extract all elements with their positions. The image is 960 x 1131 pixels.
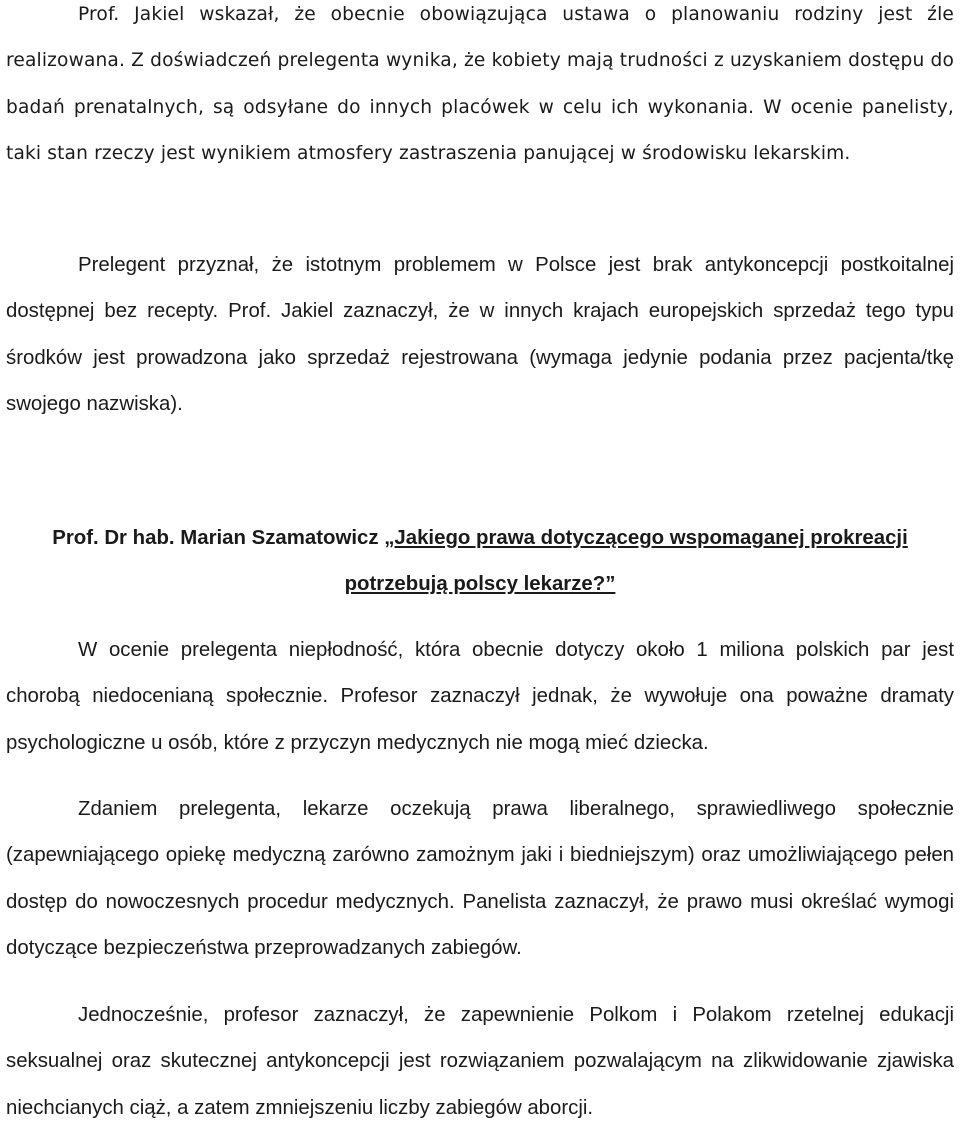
heading-speaker: Prof. Dr hab. Marian Szamatowicz — [52, 527, 385, 549]
heading-title: „Jakiego prawa dotyczącego wspomaganej prokreacji potrzebują polscy lekarze?” — [344, 527, 908, 596]
paragraph-4: Zdaniem prelegenta, lekarze oczekują prawa liberalnego, sprawiedliwego społecznie (zapewniającego opiekę medyczną zarówno zamożnym jaki i biedniejszym) oraz umożliwiającego pełen dostęp do nowoczesnych procedur medycznych. Panelista zaznaczył, że prawo musi określać wymogi dotyczące bezpieczeństwa przeprowadzanych zabiegów. — [6, 798, 954, 959]
paragraph-2: Prelegent przyznał, że istotnym problemem w Polsce jest brak antykoncepcji postkoitalnej dostępnej bez recepty. Prof. Jakiel zaznaczył, że w innych krajach europejskich sprzedaż tego typu środków jest prowadzona jako sprzedaż rejestrowana (wymaga jedynie podania przez pacjenta/tkę swojego nazwiska). — [6, 254, 954, 415]
section-heading — [6, 515, 954, 608]
paragraph-1: Prof. Jakiel wskazał, że obecnie obowiązująca ustawa o planowaniu rodziny jest źle realizowana. Z doświadczeń prelegenta wynika, że kobiety mają trudności z uzyskaniem dostępu do badań prenatalnych, są odsyłane do innych placówek w celu ich wykonania. W ocenie panelisty, taki stan rzeczy jest wynikiem atmosfery zastraszenia panującej w środowisku lekarskim. — [6, 4, 954, 164]
paragraph-5: Jednocześnie, profesor zaznaczył, że zapewnienie Polkom i Polakom rzetelnej edukacji seksualnej oraz skutecznej antykoncepcji jest rozwiązaniem pozwalającym na zlikwidowanie zjawiska niechcianych ciąż, a zatem zmniejszeniu liczby zabiegów aborcji. — [6, 1004, 954, 1119]
paragraph-3: W ocenie prelegenta niepłodność, która obecnie dotyczy około 1 miliona polskich par jest chorobą niedocenianą społecznie. Profesor zaznaczył jednak, że wywołuje ona poważne dramaty psychologiczne u osób, które z przyczyn medycznych nie mogą mieć dziecka. — [6, 639, 954, 754]
